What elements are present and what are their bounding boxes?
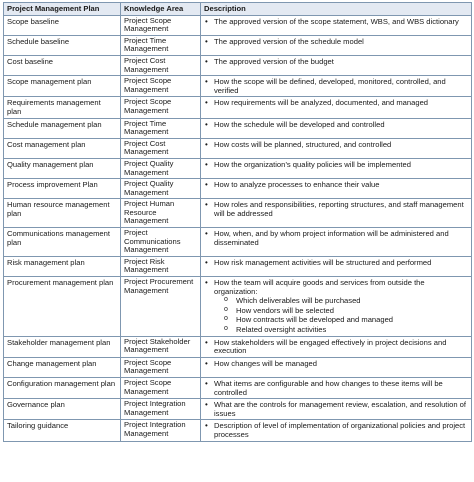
knowledge-area-cell: Project Integration Management — [121, 420, 201, 441]
description-list — [204, 201, 468, 218]
description-sub-bullet: o How contracts will be developed and managed — [214, 316, 468, 325]
description-list — [204, 121, 468, 130]
description-bullet — [204, 121, 468, 130]
description-list — [204, 141, 468, 150]
knowledge-area-cell: Project Cost Management — [121, 55, 201, 75]
knowledge-area-cell: Project Procurement Management — [121, 277, 201, 337]
description-cell — [201, 277, 472, 337]
description-bullet — [204, 339, 468, 356]
description-text: How the schedule will be developed and controlled — [214, 119, 385, 129]
description-list — [204, 279, 468, 335]
table-row — [4, 179, 472, 199]
table-row — [4, 97, 472, 118]
table-row — [4, 76, 472, 97]
description-list — [204, 38, 468, 47]
knowledge-area-cell: Project Scope Management — [121, 15, 201, 35]
plan-name-cell: Governance plan — [4, 399, 121, 420]
description-cell — [201, 420, 472, 441]
knowledge-area-cell: Project Scope Management — [121, 76, 201, 97]
description-text: How risk management activities will be structured and performed — [214, 257, 432, 267]
description-cell — [201, 118, 472, 138]
knowledge-area-cell: Project Risk Management — [121, 256, 201, 276]
table-row — [4, 228, 472, 257]
description-list — [204, 181, 468, 190]
description-bullet — [204, 58, 468, 67]
description-text: How roles and responsibilities, reporting structures, and staff management will be addressed — [214, 200, 464, 218]
knowledge-area-cell: Project Human Resource Management — [121, 199, 201, 228]
plan-name-cell: Risk management plan — [4, 256, 121, 276]
description-bullet — [204, 380, 468, 397]
description-sub-list — [214, 297, 468, 334]
project-management-plan-table — [3, 2, 472, 442]
table-header-row — [4, 3, 472, 16]
plan-name-cell: Quality management plan — [4, 158, 121, 178]
table-row — [4, 138, 472, 158]
description-list — [204, 401, 468, 418]
description-cell — [201, 55, 472, 75]
knowledge-area-cell: Project Scope Management — [121, 377, 201, 398]
description-cell — [201, 357, 472, 377]
description-cell — [201, 15, 472, 35]
description-list — [204, 259, 468, 268]
description-list — [204, 161, 468, 170]
description-text: The approved version of the scope statement, WBS, and WBS dictionary — [214, 16, 459, 26]
description-cell — [201, 399, 472, 420]
description-bullet — [204, 18, 468, 27]
description-cell — [201, 179, 472, 199]
description-cell — [201, 138, 472, 158]
plan-name-cell: Communications management plan — [4, 228, 121, 257]
header-knowledge-area: Knowledge Area — [121, 3, 201, 16]
table-row — [4, 55, 472, 75]
description-text: The approved version of the budget — [214, 56, 334, 66]
knowledge-area-cell: Project Time Management — [121, 118, 201, 138]
knowledge-area-cell: Project Scope Management — [121, 97, 201, 118]
description-text: How, when, and by whom project information will be administered and disseminated — [214, 229, 449, 247]
description-bullet — [204, 161, 468, 170]
table-row — [4, 199, 472, 228]
description-text: How the organization’s quality policies will be implemented — [214, 159, 411, 169]
knowledge-area-cell: Project Scope Management — [121, 357, 201, 377]
table-row — [4, 158, 472, 178]
plan-name-cell: Tailoring guidance — [4, 420, 121, 441]
description-cell — [201, 377, 472, 398]
table-row — [4, 118, 472, 138]
description-list — [204, 380, 468, 397]
header-plan: Project Management Plan — [4, 3, 121, 16]
table-row — [4, 35, 472, 55]
knowledge-area-cell: Project Quality Management — [121, 179, 201, 199]
description-list — [204, 78, 468, 95]
description-cell — [201, 256, 472, 276]
description-list — [204, 230, 468, 247]
description-list — [204, 58, 468, 67]
description-text: Description of level of implementation of organizational policies and project processes — [214, 421, 466, 439]
knowledge-area-cell: Project Time Management — [121, 35, 201, 55]
plan-name-cell: Scope management plan — [4, 76, 121, 97]
description-bullet — [204, 78, 468, 95]
table-row — [4, 277, 472, 337]
description-cell — [201, 336, 472, 357]
table-row — [4, 377, 472, 398]
plan-name-cell: Schedule management plan — [4, 118, 121, 138]
description-cell — [201, 76, 472, 97]
description-text: What items are configurable and how changes to these items will be controlled — [214, 378, 443, 397]
table-row — [4, 256, 472, 276]
description-bullet — [204, 422, 468, 439]
plan-name-cell: Cost management plan — [4, 138, 121, 158]
plan-name-cell: Schedule baseline — [4, 35, 121, 55]
description-list — [204, 339, 468, 356]
description-list — [204, 18, 468, 27]
description-text: How the team will acquire goods and services from outside the organization: — [214, 278, 425, 296]
description-text: How stakeholders will be engaged effectively in project decisions and execution — [214, 337, 447, 356]
description-text: How the scope will be defined, developed, monitored, controlled, and verified — [214, 77, 446, 95]
plan-name-cell: Configuration management plan — [4, 377, 121, 398]
description-bullet — [204, 99, 468, 108]
table-row — [4, 15, 472, 35]
description-bullet — [204, 401, 468, 418]
description-cell — [201, 158, 472, 178]
description-list — [204, 422, 468, 439]
description-bullet — [204, 259, 468, 268]
knowledge-area-cell: Project Cost Management — [121, 138, 201, 158]
plan-name-cell: Procurement management plan — [4, 277, 121, 337]
description-text: What are the controls for management review, escalation, and resolution of issues — [214, 400, 466, 418]
knowledge-area-cell: Project Quality Management — [121, 158, 201, 178]
description-text: How to analyze processes to enhance their value — [214, 180, 380, 190]
description-bullet — [204, 141, 468, 150]
plan-name-cell: Process improvement Plan — [4, 179, 121, 199]
knowledge-area-cell: Project Stakeholder Management — [121, 336, 201, 357]
description-bullet — [204, 181, 468, 190]
table-row — [4, 357, 472, 377]
description-bullet — [204, 38, 468, 47]
plan-name-cell: Scope baseline — [4, 15, 121, 35]
table-row — [4, 420, 472, 441]
description-bullet — [204, 201, 468, 218]
description-text: The approved version of the schedule model — [214, 36, 364, 46]
knowledge-area-cell: Project Communications Management — [121, 228, 201, 257]
plan-name-cell: Stakeholder management plan — [4, 336, 121, 357]
plan-name-cell: Human resource management plan — [4, 199, 121, 228]
description-list — [204, 360, 468, 369]
description-text: How costs will be planned, structured, and controlled — [214, 139, 392, 149]
description-bullet — [204, 279, 468, 335]
plan-name-cell: Change management plan — [4, 357, 121, 377]
knowledge-area-cell: Project Integration Management — [121, 399, 201, 420]
description-cell — [201, 199, 472, 228]
header-description: Description — [201, 3, 472, 16]
description-cell — [201, 35, 472, 55]
description-cell — [201, 228, 472, 257]
plan-name-cell: Cost baseline — [4, 55, 121, 75]
table-body — [4, 15, 472, 441]
description-list — [204, 99, 468, 108]
description-bullet — [204, 360, 468, 369]
table-row — [4, 399, 472, 420]
description-sub-bullet: o Related oversight activities — [214, 326, 468, 335]
description-text: How changes will be managed — [214, 358, 317, 368]
description-bullet — [204, 230, 468, 247]
description-text: How requirements will be analyzed, documented, and managed — [214, 98, 429, 108]
plan-name-cell: Requirements management plan — [4, 97, 121, 118]
description-cell — [201, 97, 472, 118]
description-sub-bullet: o Which deliverables will be purchased — [214, 297, 468, 306]
description-sub-bullet: o How vendors will be selected — [214, 307, 468, 316]
table-row — [4, 336, 472, 357]
